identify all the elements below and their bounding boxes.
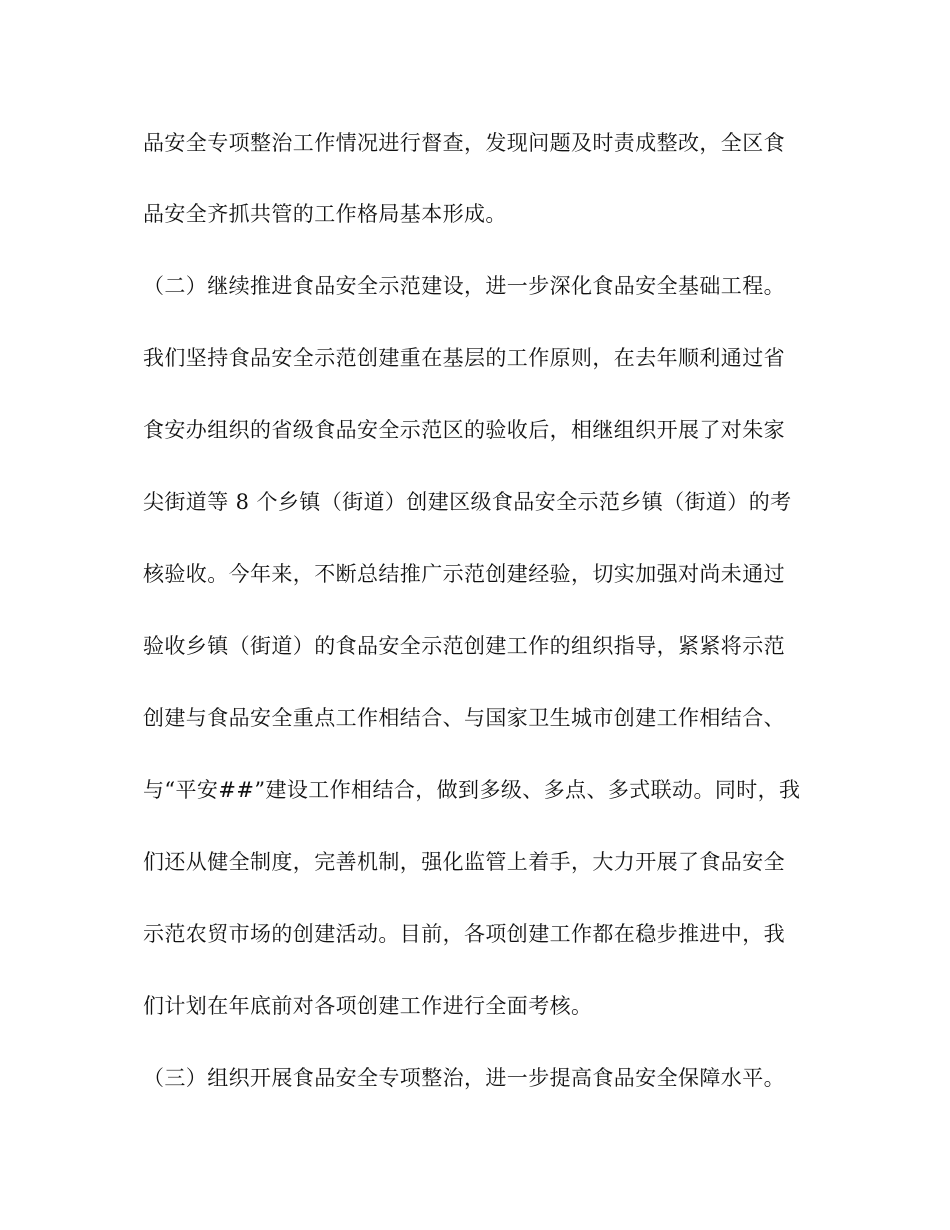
section-heading-3: （三）组织开展食品安全专项整治，进一步提高食品安全保障水平。	[143, 1066, 785, 1090]
text-line-2: 品安全齐抓共管的工作格局基本形成。	[143, 202, 507, 226]
text-line-4: 我们坚持食品安全示范创建重在基层的工作原则，在去年顺利通过省	[143, 346, 785, 370]
text-line-12: 示范农贸市场的创建活动。目前，各项创建工作都在稳步推进中，我	[143, 922, 785, 946]
text-line-5: 食安办组织的省级食品安全示范区的验收后，相继组织开展了对朱家	[143, 418, 785, 442]
text-line-7: 核验收。今年来，不断总结推广示范创建经验，切实加强对尚未通过	[143, 562, 785, 586]
text-line-13: 们计划在年底前对各项创建工作进行全面考核。	[143, 994, 593, 1018]
text-line-8: 验收乡镇（街道）的食品安全示范创建工作的组织指导，紧紧将示范	[143, 634, 785, 658]
text-line-1: 品安全专项整治工作情况进行督查，发现问题及时责成整改，全区食	[143, 131, 785, 155]
section-heading-2: （二）继续推进食品安全示范建设，进一步深化食品安全基础工程。	[143, 274, 785, 298]
text-line-11: 们还从健全制度，完善机制，强化监管上着手，大力开展了食品安全	[143, 850, 785, 874]
text-line-10: 与“平安##”建设工作相结合，做到多级、多点、多式联动。同时，我	[143, 778, 801, 802]
text-line-6: 尖街道等 8 个乡镇（街道）创建区级食品安全示范乡镇（街道）的考	[143, 490, 792, 514]
text-line-9: 创建与食品安全重点工作相结合、与国家卫生城市创建工作相结合、	[143, 706, 785, 730]
